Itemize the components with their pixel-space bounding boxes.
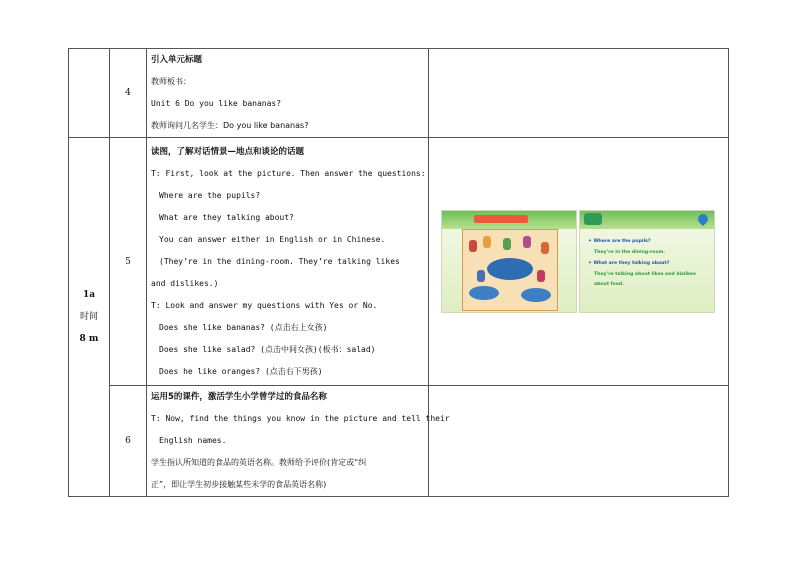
activity-heading: 读图，了解对话情景—地点和谈论的话题 xyxy=(151,146,305,157)
table-shape xyxy=(521,288,551,302)
step-number: 5 xyxy=(110,138,147,386)
step-number: 6 xyxy=(110,386,147,497)
lesson-plan-table xyxy=(68,48,729,497)
activity-line: 教师询问几名学生：Do you like bananas? xyxy=(151,121,309,130)
pupil-figure xyxy=(537,270,545,282)
dining-room-illustration xyxy=(462,229,558,311)
slide-title-banner xyxy=(474,215,528,223)
phase-cell-empty xyxy=(69,49,110,138)
media-cell-empty xyxy=(429,386,729,497)
pupil-figure xyxy=(483,236,491,248)
activity-cell xyxy=(147,138,429,386)
activity-line: Does she like salad? (点击中间女孩)(板书：salad) xyxy=(159,344,376,354)
table-shape xyxy=(487,258,533,280)
phase-duration: 8 m xyxy=(79,334,99,344)
slide-thumbnail-picture[interactable] xyxy=(441,210,577,313)
phase-time-label: 时间 xyxy=(79,312,98,322)
pupil-figure xyxy=(503,238,511,250)
pupil-figure xyxy=(469,240,477,252)
slide-answer: about food. xyxy=(594,282,624,287)
activity-line: Where are the pupils? xyxy=(159,190,261,200)
activity-line: (They’re in the dining-room. They’re talking likes xyxy=(159,256,400,266)
activity-cell xyxy=(147,49,429,138)
activity-line: and dislikes.) xyxy=(151,278,219,288)
slides-cell xyxy=(429,138,729,386)
activity-line: What are they talking about? xyxy=(159,212,294,222)
activity-cell xyxy=(147,386,450,497)
media-cell-empty xyxy=(429,49,729,138)
slide-answer: They’re in the dining-room. xyxy=(594,250,666,255)
activity-line: T: Look and answer my questions with Yes or No. xyxy=(151,300,378,310)
activity-line: Does he like oranges? (点击右下男孩) xyxy=(159,366,323,376)
slide-question: ✦ Where are the pupils? xyxy=(588,239,651,244)
phase-cell xyxy=(69,138,110,497)
activity-line: English names. xyxy=(159,436,227,445)
phase-label: 1a xyxy=(82,290,96,300)
slide-answer: They’re talking about likes and dislikes xyxy=(594,272,696,277)
activity-line: Unit 6 Do you like bananas? xyxy=(151,99,282,108)
pupil-figure xyxy=(541,242,549,254)
activity-line: 教师板书： xyxy=(151,77,191,86)
activity-heading: 引入单元标题 xyxy=(151,55,203,65)
table-shape xyxy=(469,286,499,300)
slide-thumbnail-questions[interactable] xyxy=(579,210,715,313)
activity-heading: 运用5的课件，激活学生小学曾学过的食品名称 xyxy=(151,392,327,402)
pupil-figure xyxy=(523,236,531,248)
table-row xyxy=(69,49,729,138)
step-number: 4 xyxy=(110,49,147,138)
activity-line: 正”，即让学生初步接触某些未学的食品英语名称) xyxy=(151,480,327,489)
pupil-figure xyxy=(477,270,485,282)
table-row xyxy=(69,386,729,497)
activity-line: T: First, look at the picture. Then answer the questions: xyxy=(151,168,426,178)
activity-line: T: Now, find the things you know in the picture and tell their xyxy=(151,414,450,423)
logo-icon xyxy=(584,213,602,225)
slide-question: ✦ What are they talking about? xyxy=(588,261,670,266)
activity-line: You can answer either in English or in Chinese. xyxy=(159,234,386,244)
slide-thumbnails xyxy=(429,138,728,385)
activity-line: 学生指认所知道的食品的英语名称。教师给予评价(肯定或“纠 xyxy=(151,458,367,467)
table-row xyxy=(69,138,729,386)
activity-line: Does she like bananas? (点击右上女孩) xyxy=(159,322,328,332)
